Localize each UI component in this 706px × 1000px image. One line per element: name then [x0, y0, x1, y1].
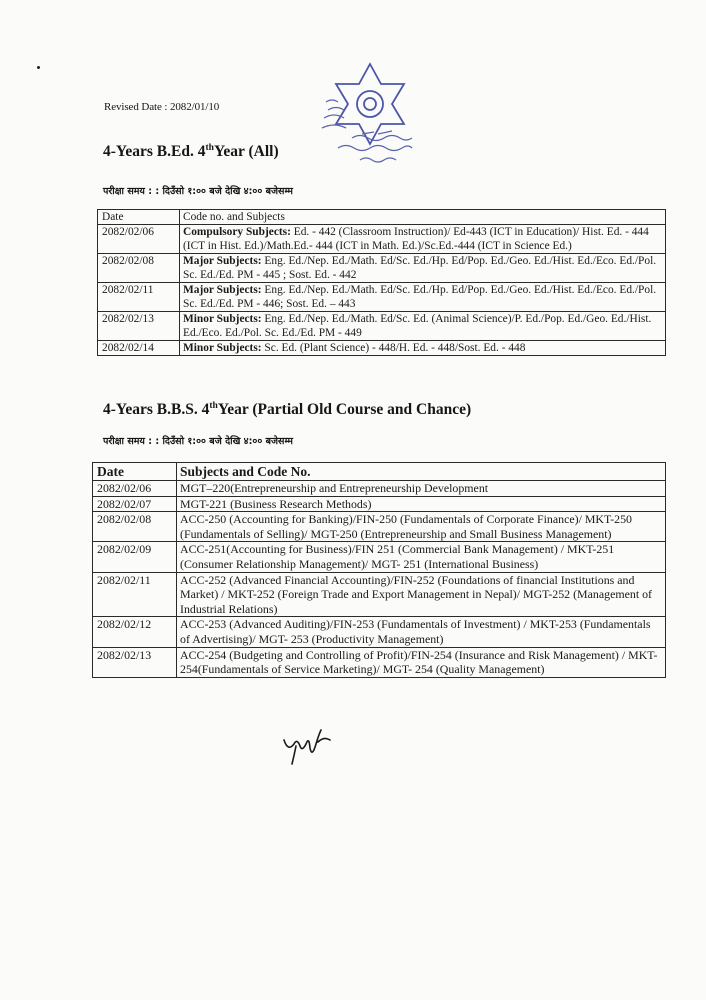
table-row — [98, 341, 666, 356]
bed-title-sup: th — [205, 143, 214, 153]
row-subjects — [180, 225, 666, 254]
subject-list: Eng. Ed./Nep. Ed./Math. Ed/Sc. Ed./Hp. Ed/Pop. Ed./Geo. Ed./Hist. Ed./Eco. Ed./Pol. Sc. Ed./Ed. PM - 446; Sost. Ed. – 443 — [183, 284, 657, 310]
bbs-title-prefix: 4-Years B.B.S. 4 — [103, 401, 210, 418]
row-subjects: ACC-254 (Budgeting and Controlling of Profit)/FIN-254 (Insurance and Risk Management) / MKT-254(Fundamentals of Service Marketing)/ MGT- 254 (Quality Management) — [177, 647, 666, 677]
header-subjects: Subjects and Code No. — [177, 463, 666, 481]
row-subjects: MGT–220(Entrepreneurship and Entrepreneurship Development — [177, 481, 666, 497]
subject-group-label: Compulsory Subjects: — [183, 226, 291, 238]
table-row — [93, 496, 666, 512]
bed-title-suffix: Year (All) — [213, 143, 279, 160]
subject-list: Eng. Ed./Nep. Ed./Math. Ed/Sc. Ed. (Animal Science)/P. Ed./Pop. Ed./Geo. Ed./Hist. Ed./Eco. Ed./Pol. Sc. Ed./Ed. PM - 449 — [183, 313, 652, 339]
row-subjects: ACC-250 (Accounting for Banking)/FIN-250 (Fundamentals of Corporate Finance)/ MKT-250 (Fundamentals of Selling)/ MGT-250 (Entrepreneurship and Small Business Management) — [177, 512, 666, 542]
subject-group-label: Major Subjects: — [183, 255, 262, 267]
bed-section-title — [103, 143, 279, 161]
bed-title-prefix: 4-Years B.Ed. 4 — [103, 143, 206, 160]
bed-exam-time: परीक्षा समय : : दिउँसो १:०० बजे देखि ४:०० बजेसम्म — [103, 186, 293, 197]
bbs-exam-time: परीक्षा समय : : दिउँसो १:०० बजे देखि ४:०० बजेसम्म — [103, 436, 293, 447]
table-row — [98, 254, 666, 283]
row-date: 2082/02/08 — [98, 254, 180, 283]
table-row — [93, 481, 666, 497]
row-subjects — [180, 254, 666, 283]
revised-date: Revised Date : 2082/01/10 — [104, 101, 220, 113]
bed-schedule-table — [97, 209, 666, 356]
row-date: 2082/02/07 — [93, 496, 177, 512]
table-row — [93, 617, 666, 647]
header-date: Date — [93, 463, 177, 481]
bbs-title-suffix: Year (Partial Old Course and Chance) — [217, 401, 472, 418]
table-header-row — [98, 210, 666, 225]
subject-group-label: Major Subjects: — [183, 284, 262, 296]
table-header-row — [93, 463, 666, 481]
subject-list: Sc. Ed. (Plant Science) - 448/H. Ed. - 448/Sost. Ed. - 448 — [261, 342, 526, 354]
row-date: 2082/02/11 — [93, 572, 177, 617]
row-date: 2082/02/14 — [98, 341, 180, 356]
table-row — [93, 542, 666, 572]
header-date: Date — [98, 210, 180, 225]
row-date: 2082/02/11 — [98, 283, 180, 312]
table-row — [93, 572, 666, 617]
subject-group-label: Minor Subjects: — [183, 342, 262, 354]
row-subjects: MGT-221 (Business Research Methods) — [177, 496, 666, 512]
row-date: 2082/02/06 — [98, 225, 180, 254]
university-seal-icon — [316, 58, 424, 170]
row-date: 2082/02/06 — [93, 481, 177, 497]
subject-list: Ed. - 442 (Classroom Instruction)/ Ed-443 (ICT in Education)/ Hist. Ed. - 444 (ICT in Hist. Ed.)/Math.Ed.- 444 (ICT in Math. Ed.)/Sc.Ed.-444 (ICT in Science Ed.) — [183, 226, 649, 252]
stray-dot — [37, 66, 40, 69]
signature-mark — [278, 722, 336, 766]
row-date: 2082/02/13 — [98, 312, 180, 341]
table-row — [98, 283, 666, 312]
table-row — [93, 512, 666, 542]
table-row — [98, 312, 666, 341]
table-row — [93, 647, 666, 677]
table-row — [98, 225, 666, 254]
row-date: 2082/02/13 — [93, 647, 177, 677]
row-date: 2082/02/09 — [93, 542, 177, 572]
bbs-schedule-table — [92, 462, 666, 678]
bbs-title-sup: th — [209, 401, 218, 411]
row-date: 2082/02/08 — [93, 512, 177, 542]
header-subjects: Code no. and Subjects — [180, 210, 666, 225]
row-subjects — [180, 283, 666, 312]
row-subjects — [180, 312, 666, 341]
row-subjects — [180, 341, 666, 356]
row-date: 2082/02/12 — [93, 617, 177, 647]
row-subjects: ACC-253 (Advanced Auditing)/FIN-253 (Fundamentals of Investment) / MKT-253 (Fundamentals of Advertising)/ MGT- 253 (Productivity Management) — [177, 617, 666, 647]
bbs-section-title — [103, 401, 471, 419]
row-subjects: ACC-252 (Advanced Financial Accounting)/FIN-252 (Foundations of financial Institutions and Market) / MKT-252 (Foreign Trade and Export Management in Nepal)/ MGT-252 (Management of Industrial Relations) — [177, 572, 666, 617]
subject-list: Eng. Ed./Nep. Ed./Math. Ed/Sc. Ed./Hp. Ed/Pop. Ed./Geo. Ed./Hist. Ed./Eco. Ed./Pol. Sc. Ed./Ed. PM - 445 ; Sost. Ed. - 442 — [183, 255, 657, 281]
row-subjects: ACC-251(Accounting for Business)/FIN 251 (Commercial Bank Management) / MKT-251 (Consumer Relationship Management)/ MGT- 251 (International Business) — [177, 542, 666, 572]
subject-group-label: Minor Subjects: — [183, 313, 262, 325]
